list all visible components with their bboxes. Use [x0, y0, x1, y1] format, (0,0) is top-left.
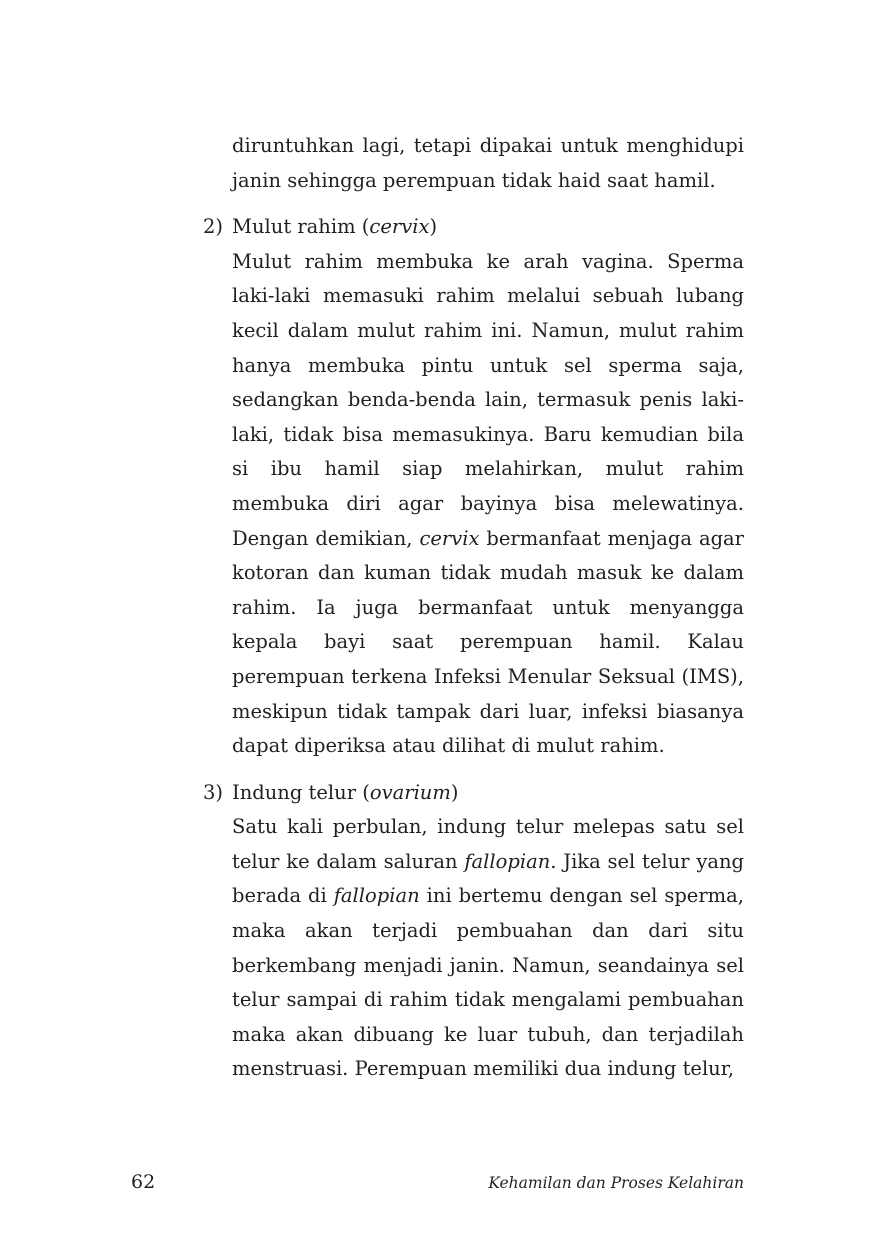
list-item-paragraph: Mulut rahim membuka ke arah vagina. Sperma laki-laki memasuki rahim melalui sebuah lubang kecil dalam mulut rahim ini. Namun, mulut rahim hanya membuka pintu untuk sel sperma saja, sedangkan benda-benda lain, termasuk penis laki-laki, tidak bisa memasukinya. Baru kemudian bila si ibu hamil siap melahirkan, mulut rahim membuka diri agar bayinya bisa melewatinya. Dengan demikian, cervix bermanfaat menjaga agar kotoran dan kuman tidak mudah masuk ke dalam rahim. Ia juga bermanfaat untuk menyangga kepala bayi saat perempuan hamil. Kalau perempuan terkena Infeksi Menular Seksual (IMS), meskipun tidak tampak dari luar, infeksi biasanya dapat diperiksa atau dilihat di mulut rahim. — [232, 249, 744, 758]
list-item-cervix — [203, 210, 744, 764]
page-content — [203, 129, 744, 1087]
list-item-heading: 2) Mulut rahim (cervix) — [232, 210, 744, 245]
list-item-term: cervix — [369, 215, 430, 239]
list-item-ovarium — [203, 776, 744, 1087]
continued-paragraph: diruntuhkan lagi, tetapi dipakai untuk menghidupi janin sehingga perempuan tidak haid saat hamil. — [232, 134, 744, 192]
list-item-number: 2) — [203, 215, 224, 239]
list-item-title: Indung telur — [232, 780, 357, 804]
list-item-number: 3) — [203, 780, 224, 804]
list-item-paragraph: Satu kali perbulan, indung telur melepas satu sel telur ke dalam saluran fallopian. Jika sel telur yang berada di fallopian ini bertemu dengan sel sperma, maka akan terjadi pembuahan dan dari situ berkembang menjadi janin. Namun, seandainya sel telur sampai di rahim tidak mengalami pembuahan maka akan dibuang ke luar tubuh, dan terjadilah menstruasi. Perempuan memiliki dua indung telur, — [232, 815, 744, 1081]
list-item-title: Mulut rahim — [232, 215, 356, 239]
list-item-heading: 3) Indung telur (ovarium) — [232, 776, 744, 811]
emphasis-term: fallopian. — [464, 849, 557, 873]
emphasis-term: fallopian — [333, 884, 420, 908]
list-item-term: ovarium — [369, 780, 451, 804]
page-number: 62 — [131, 1171, 156, 1193]
running-title: Kehamilan dan Proses Kelahiran — [488, 1174, 744, 1192]
emphasis-term: cervix — [419, 526, 480, 550]
